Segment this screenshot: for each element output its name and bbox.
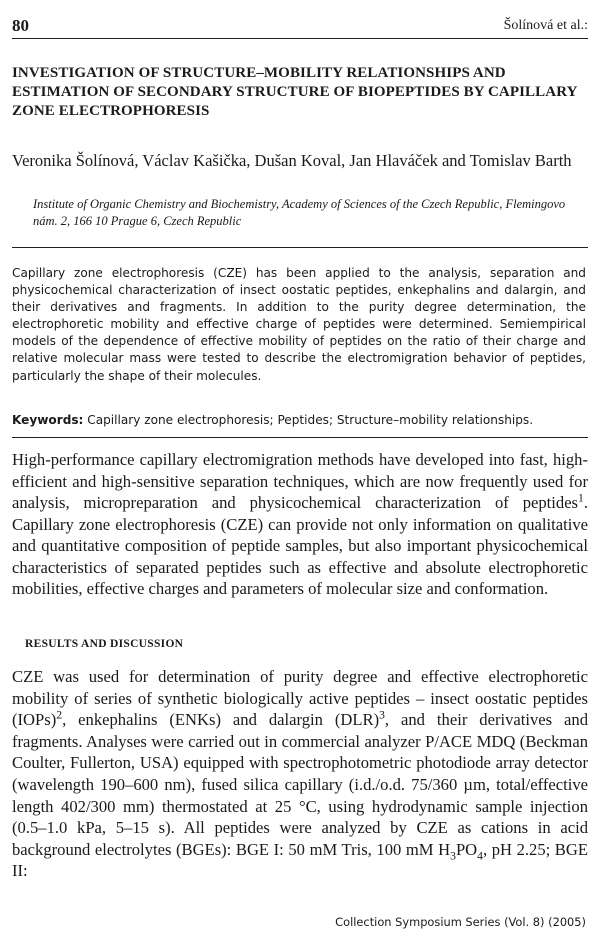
intro-text-1: High-performance capillary electromigration methods have developed into fast, high-efficient and high-sensitive separation techniques, which are now frequently used for analysis, micropreparation and physicochemical characterization of peptides [12,450,588,512]
abstract-bottom-rule [12,437,588,438]
keywords-text: Capillary zone electrophoresis; Peptides; Structure–mobility relationships. [87,413,534,427]
subscript-3: 3 [450,849,456,863]
citation-3: 3 [379,708,385,722]
page-number: 80 [12,16,29,35]
intro-paragraph [12,449,588,600]
results-text-5: , pH 2.25; BGE II: [12,839,588,881]
section-heading: RESULTS AND DISCUSSION [25,638,184,650]
running-head: Šolínová et al.: [503,18,588,33]
results-text-1: CZE was used for determination of purity degree and effective electrophoretic mobility of series of synthetic biologically active peptides – insect oostatic peptides (IOPs) [12,667,588,730]
page-footer: Collection Symposium Series (Vol. 8) (2005) [335,915,586,929]
results-text-3: , and their derivatives and fragments. Analyses were carried out in commercial analyzer P/ACE MDQ (Beckman Coulter, Fullerton, USA) equipped with spectrophotometric photodiode array detector (wavelength 190–600 nm), fused silica capillary (i.d./o.d. 75/360 µm, total/effective length 402/300 mm) thermostated at 25 °C, using hydrodynamic sample injection (0.5–1.0 kPa, 5–15 s). All peptides were analyzed by CZE as cations in acid background electrolytes (BGEs): BGE I: 50 mM Tris, 100 mM H [12,710,588,859]
results-text-4: PO [455,839,478,859]
article-title: INVESTIGATION OF STRUCTURE–MOBILITY RELATIONSHIPS AND ESTIMATION OF SECONDARY STRUCTURE OF BIOPEPTIDES BY CAPILLARY ZONE ELECTROPHORESIS [12,65,577,119]
citation-2: 2 [56,708,63,722]
subscript-4: 4 [477,849,483,863]
keywords-label: Keywords: [12,413,84,427]
abstract-top-rule [12,247,588,248]
results-text-2: , enkephalins (ENKs) and dalargin (DLR) [62,710,380,730]
page-header [12,14,588,39]
author-list: Veronika Šolínová, Václav Kašička, Dušan Koval, Jan Hlaváček and Tomislav Barth [12,151,572,170]
abstract: Capillary zone electrophoresis (CZE) has been applied to the analysis, separation and physicochemical characterization of insect oostatic peptides, enkephalins and dalargin, and their derivatives and fragments. In addition to the purity degree determination, the electrophoretic mobility and effective charge of peptides were determined. Semiempirical models of the dependence of effective mobility of peptides on the ratio of their charge and relative molecular mass were tested to describe the electromigration behavior of peptides, particularly the shape of their molecules. [12,266,586,383]
citation-1: 1 [578,491,584,505]
results-paragraph [12,666,588,882]
affiliation: Institute of Organic Chemistry and Biochemistry, Academy of Sciences of the Czech Republic, Flemingovo nám. 2, 166 10 Prague 6, Czech Republic [33,197,566,228]
intro-text-2: . Capillary zone electrophoresis (CZE) can provide not only information on qualitative and quantitative composition of peptide samples, but also important physicochemical characteristics of separated peptides such as effective and absolute electrophoretic mobilities, effective charges and parameters of molecular size and conformation. [12,493,588,598]
keywords [12,412,586,429]
